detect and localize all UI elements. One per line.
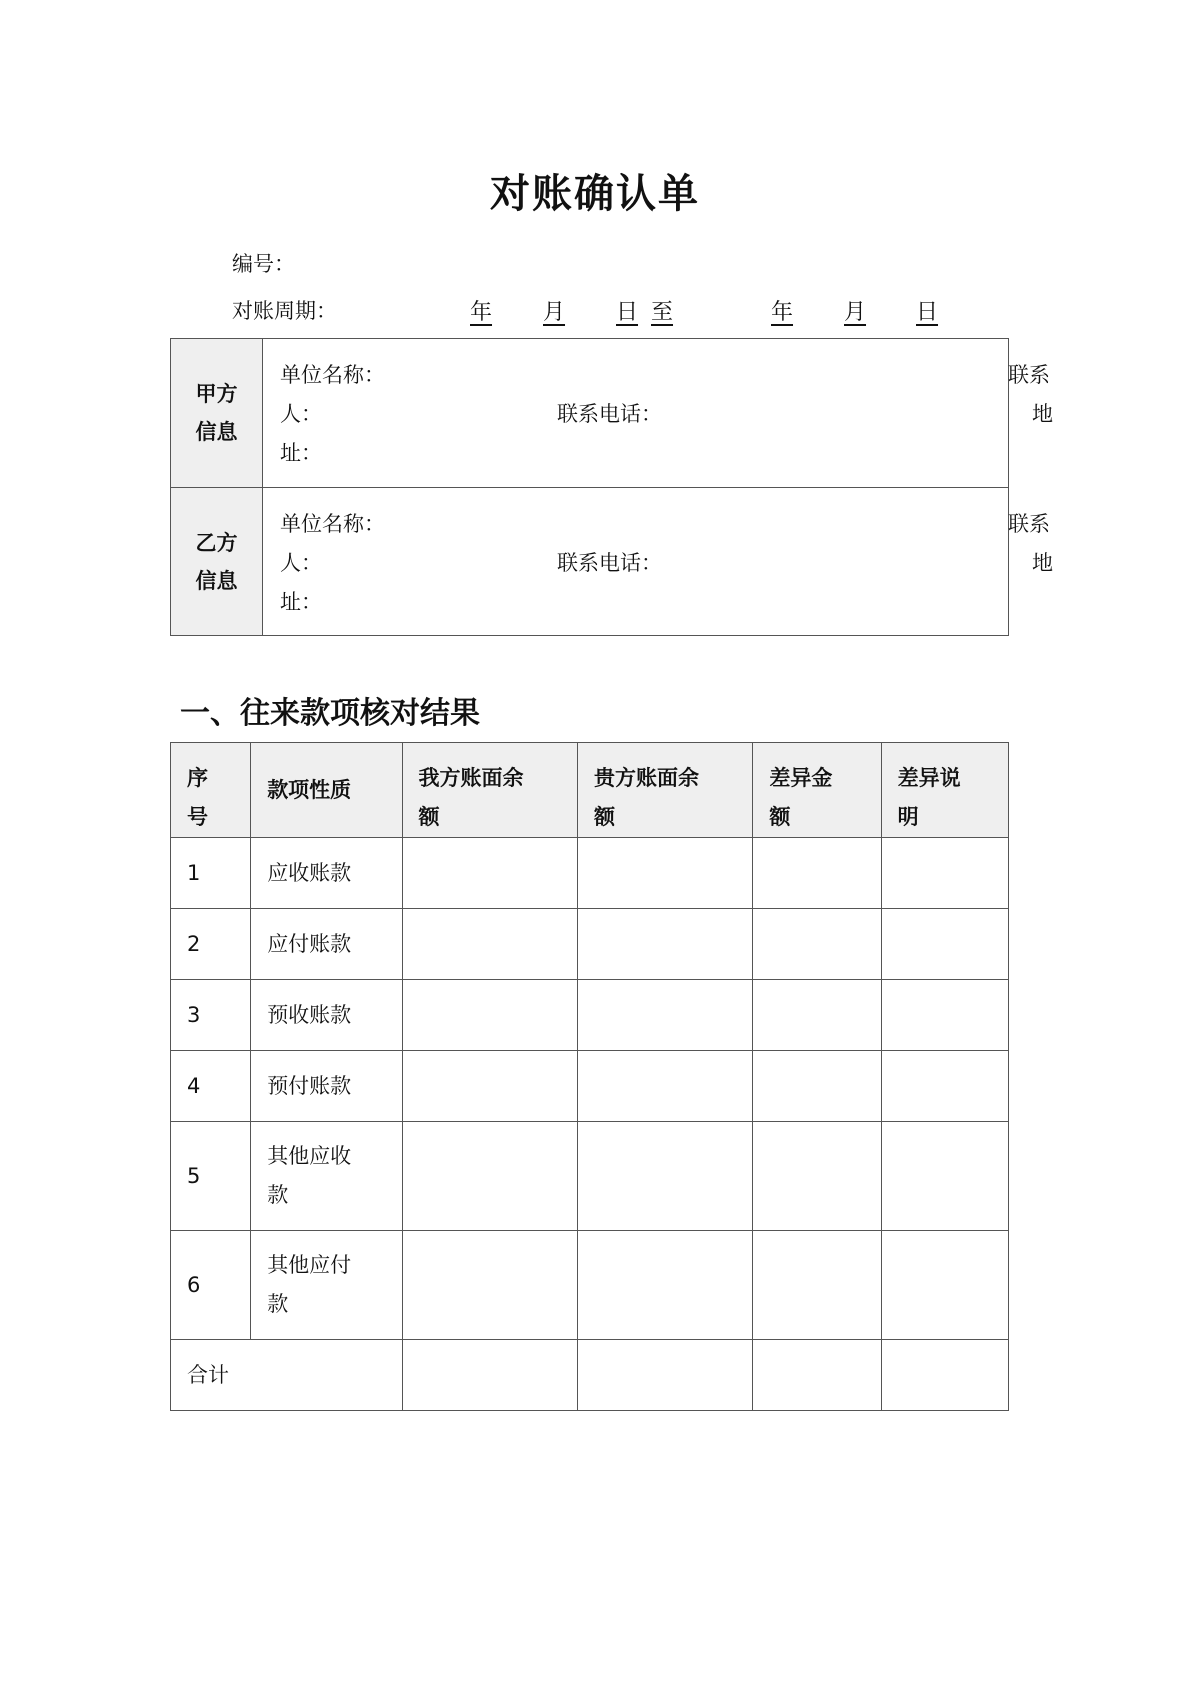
party-b-label-line2: 信息	[195, 568, 238, 593]
code-label: 编号：	[232, 252, 295, 276]
header-difference-amount: 差异金 额	[753, 743, 881, 838]
table-row	[171, 1051, 1009, 1122]
cell-our-balance[interactable]	[402, 909, 577, 980]
table-header-row	[171, 743, 1009, 838]
period-day-start: 日	[616, 300, 639, 325]
header-nature: 款项性质	[251, 743, 402, 838]
period-month-start: 月	[543, 300, 566, 325]
row-nature: 其他应付 款	[251, 1231, 402, 1340]
total-their-balance[interactable]	[577, 1340, 752, 1411]
cell-difference-amount[interactable]	[753, 1122, 881, 1231]
reconciliation-table	[170, 742, 1009, 1411]
party-b-details	[263, 488, 1053, 636]
party-a-contact-label-2: 人：	[280, 402, 322, 426]
row-nature: 应付账款	[251, 909, 402, 980]
cell-difference-amount[interactable]	[753, 838, 881, 909]
cell-their-balance[interactable]	[577, 1051, 752, 1122]
party-info-table	[170, 338, 1053, 636]
period-year-end: 年	[771, 300, 794, 325]
row-seq: 4	[171, 1051, 251, 1122]
header-their-balance: 贵方账面余 额	[577, 743, 752, 838]
header-seq: 序 号	[171, 743, 251, 838]
cell-our-balance[interactable]	[402, 1122, 577, 1231]
party-b-address-label-2: 址：	[280, 590, 322, 614]
table-total-row	[171, 1340, 1009, 1411]
cell-their-balance[interactable]	[577, 1122, 752, 1231]
party-b-label	[171, 488, 263, 636]
party-a-contact-label-1: 联系	[1008, 363, 1050, 387]
cell-our-balance[interactable]	[402, 980, 577, 1051]
cell-difference-note[interactable]	[881, 909, 1008, 980]
table-row	[171, 838, 1009, 909]
period-to: 至	[651, 300, 674, 325]
party-a-address-label-1: 地	[1032, 402, 1053, 426]
section-heading: 一、往来款项核对结果	[180, 696, 480, 731]
party-a-details	[263, 339, 1053, 488]
cell-difference-note[interactable]	[881, 1051, 1008, 1122]
party-b-label-line1: 乙方	[195, 530, 238, 555]
party-a-unit-name: 单位名称：	[280, 363, 385, 387]
cell-difference-amount[interactable]	[753, 980, 881, 1051]
cell-their-balance[interactable]	[577, 909, 752, 980]
period-year-start: 年	[470, 300, 493, 325]
cell-difference-amount[interactable]	[753, 909, 881, 980]
row-seq: 1	[171, 838, 251, 909]
row-nature: 预付账款	[251, 1051, 402, 1122]
cell-their-balance[interactable]	[577, 838, 752, 909]
party-b-contact-label-1: 联系	[1008, 512, 1050, 536]
party-b-unit-name: 单位名称：	[280, 512, 385, 536]
cell-our-balance[interactable]	[402, 1051, 577, 1122]
period-label: 对账周期：	[232, 299, 337, 323]
party-row-b	[171, 488, 1009, 636]
cell-our-balance[interactable]	[402, 838, 577, 909]
row-seq: 2	[171, 909, 251, 980]
period-day-end: 日	[916, 300, 939, 325]
cell-their-balance[interactable]	[577, 1231, 752, 1340]
total-difference-amount[interactable]	[753, 1340, 881, 1411]
header-difference-note: 差异说 明	[881, 743, 1008, 838]
party-b-contact-label-2: 人：	[280, 551, 322, 575]
table-row	[171, 909, 1009, 980]
party-b-phone: 联系电话：	[557, 551, 662, 575]
row-seq: 5	[171, 1122, 251, 1231]
cell-difference-note[interactable]	[881, 838, 1008, 909]
table-row	[171, 1122, 1009, 1231]
cell-difference-amount[interactable]	[753, 1051, 881, 1122]
row-nature: 其他应收 款	[251, 1122, 402, 1231]
cell-difference-note[interactable]	[881, 980, 1008, 1051]
total-difference-note[interactable]	[881, 1340, 1008, 1411]
total-label: 合计	[171, 1340, 403, 1411]
header-our-balance: 我方账面余 额	[402, 743, 577, 838]
table-row	[171, 980, 1009, 1051]
period-month-end: 月	[844, 300, 867, 325]
row-nature: 应收账款	[251, 838, 402, 909]
cell-difference-amount[interactable]	[753, 1231, 881, 1340]
row-seq: 3	[171, 980, 251, 1051]
party-b-address-label-1: 地	[1032, 551, 1053, 575]
cell-our-balance[interactable]	[402, 1231, 577, 1340]
cell-their-balance[interactable]	[577, 980, 752, 1051]
row-nature: 预收账款	[251, 980, 402, 1051]
cell-difference-note[interactable]	[881, 1122, 1008, 1231]
party-a-phone: 联系电话：	[557, 402, 662, 426]
party-a-label-line1: 甲方	[195, 382, 238, 406]
party-a-address-label-2: 址：	[280, 441, 322, 465]
cell-difference-note[interactable]	[881, 1231, 1008, 1340]
total-our-balance[interactable]	[402, 1340, 577, 1411]
table-row	[171, 1231, 1009, 1340]
row-seq: 6	[171, 1231, 251, 1340]
party-a-label-line2: 信息	[195, 420, 238, 444]
document-title: 对账确认单	[490, 171, 700, 217]
party-row-a	[171, 339, 1009, 488]
party-a-label	[171, 339, 263, 488]
